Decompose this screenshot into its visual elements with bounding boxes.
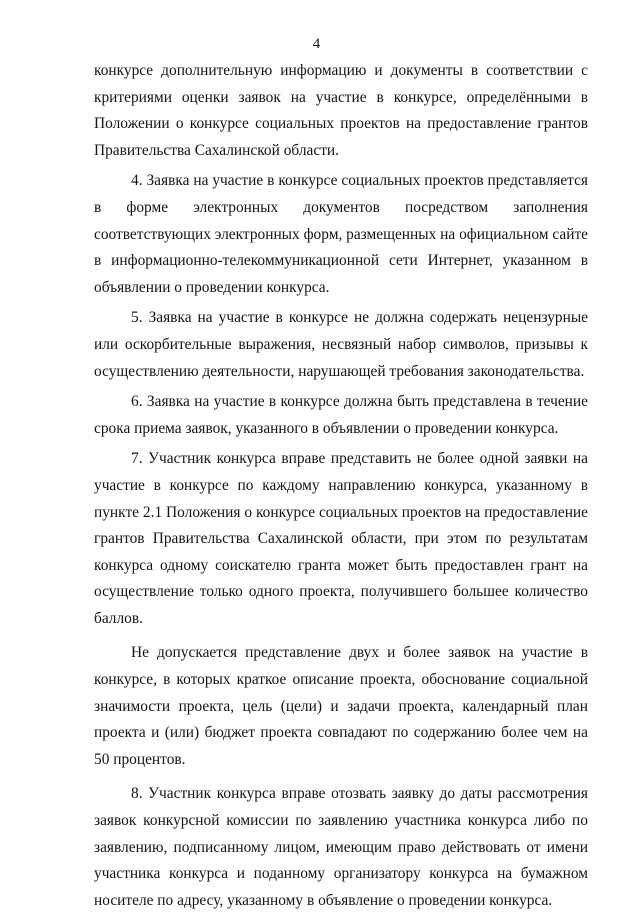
paragraph-item-7-note: Не допускается представление двух и более заявок на участие в конкурсе, в которых краткое описание проекта, обоснование социальной значимости проекта, цель (цели) и задачи проекта, календарный план проекта и (или) бюджет проекта совпадают по содержанию более чем на 50 процентов. (94, 644, 588, 768)
page-number: 4 (312, 36, 321, 52)
document-body (94, 58, 588, 914)
paragraph-item-5: 5. Заявка на участие в конкурсе не должна содержать нецензурные или оскорбительные выражения, несвязный набор символов, призывы к осуществлению деятельности, нарушающей требования законодательства. (94, 309, 588, 380)
paragraph-item-8: 8. Участник конкурса вправе отозвать заявку до даты рассмотрения заявок конкурсной комиссии по заявлению участника конкурса либо по заявлению, подписанному лицом, имеющим право действовать от имени участника конкурса и поданному организатору конкурса на бумажном носителе по адресу, указанному в объявление о проведении конкурса. (94, 785, 588, 909)
paragraph-item-4: 4. Заявка на участие в конкурсе социальных проектов представляется в форме электронных документов посредством заполнения соответствующих электронных форм, размещенных на официальном сайте в информационно-телекоммуникационной сети Интернет, указанном в объявлении о проведении конкурса. (94, 172, 588, 296)
paragraph-item-7: 7. Участник конкурса вправе представить не более одной заявки на участие в конкурсе по каждому направлению конкурса, указанному в пункте 2.1 Положения о конкурсе социальных проектов на предоставление грантов Правительства Сахалинской области, при этом по результатам конкурса одному соискателю гранта может быть предоставлен грант на осуществление только одного проекта, получившего большее количество баллов. (94, 450, 588, 627)
paragraph-item-6: 6. Заявка на участие в конкурсе должна быть представлена в течение срока приема заявок, указанного в объявлении о проведении конкурса. (94, 393, 588, 437)
paragraph-continuation: конкурсе дополнительную информацию и документы в соответствии с критериями оценки заявок на участие в конкурсе, определёнными в Положении о конкурсе социальных проектов на предоставление грантов Правительства Сахалинской области. (94, 62, 588, 159)
